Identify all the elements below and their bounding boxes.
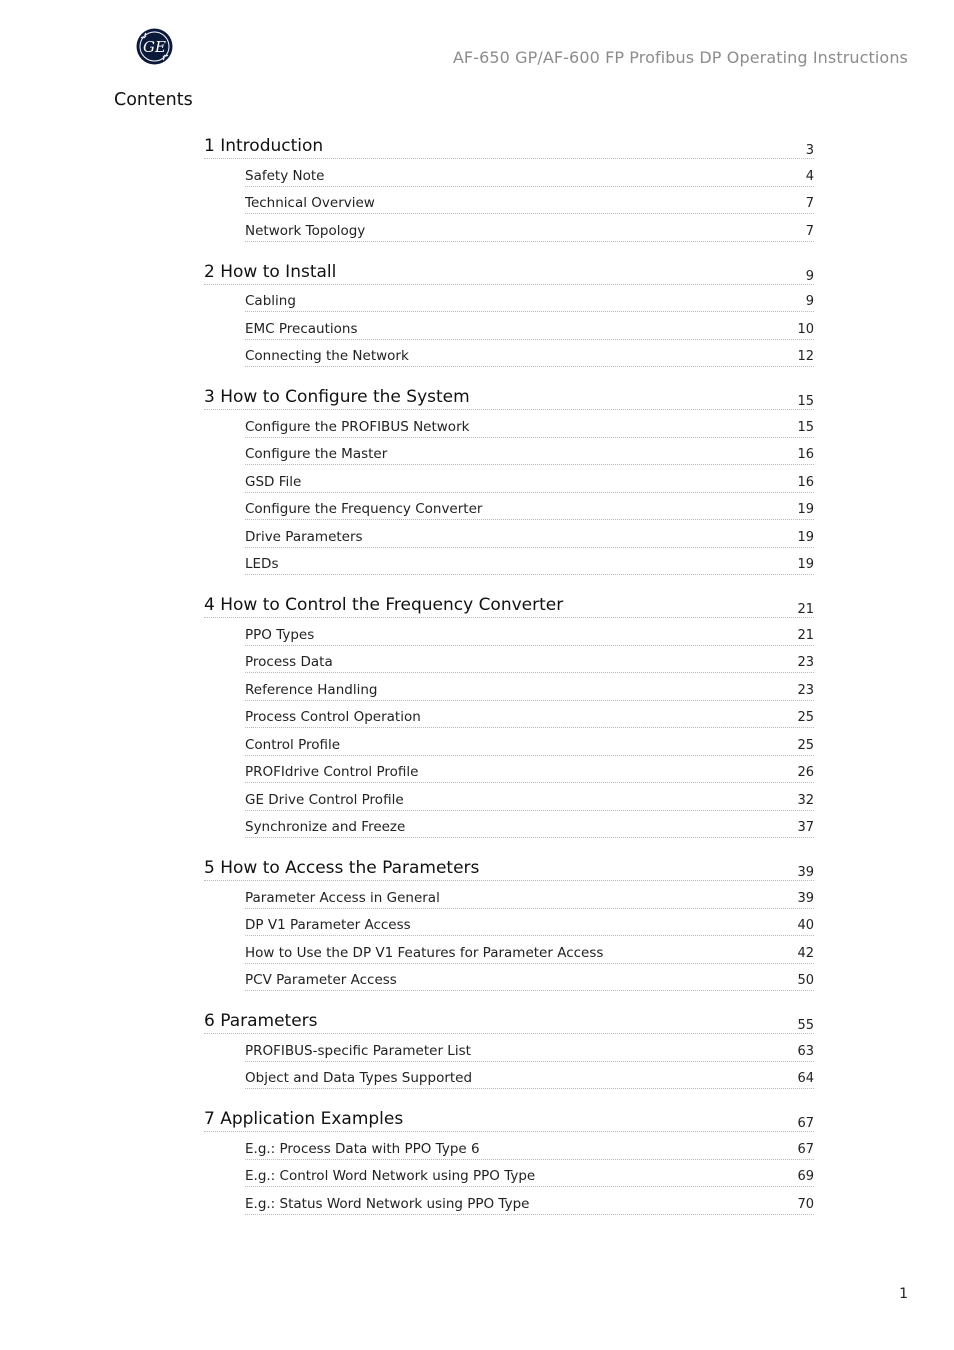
toc-entry-page: 32	[797, 792, 814, 808]
toc-chapter[interactable]	[204, 593, 814, 618]
toc-entry[interactable]	[245, 548, 814, 576]
toc-entry-page: 16	[797, 447, 814, 462]
toc-entry[interactable]	[245, 520, 814, 548]
toc-entry[interactable]	[245, 618, 814, 646]
contents-heading: Contents	[114, 90, 193, 110]
toc-entry-title: Connecting the Network	[245, 348, 409, 364]
toc-entry[interactable]	[245, 410, 814, 438]
toc-entry[interactable]	[245, 493, 814, 521]
toc-entry-title: PROFIdrive Control Profile	[245, 764, 419, 780]
toc-entry-page: 42	[797, 945, 814, 961]
toc-entry-title: Technical Overview	[245, 195, 375, 211]
toc-entry-title: Synchronize and Freeze	[245, 819, 406, 835]
toc-entry-page: 25	[797, 737, 814, 753]
toc-entry-title: Object and Data Types Supported	[245, 1070, 473, 1086]
toc-entry-page: 4	[805, 168, 814, 184]
toc-entry[interactable]	[245, 673, 814, 701]
toc-chapter[interactable]	[204, 856, 814, 881]
toc-entry[interactable]	[245, 1034, 814, 1062]
toc-entry-page: 15	[797, 419, 814, 435]
toc-chapter-page: 21	[797, 602, 814, 617]
toc-chapter[interactable]	[204, 385, 814, 410]
toc-entry[interactable]	[245, 936, 814, 964]
toc-chapter[interactable]	[204, 134, 814, 159]
toc-entry-page: 7	[805, 223, 814, 239]
toc-entry-title: LEDs	[245, 556, 279, 572]
toc-chapter-title: 6 Parameters	[204, 1011, 318, 1031]
toc-entry[interactable]	[245, 811, 814, 839]
dotted-leader	[245, 241, 814, 242]
toc-entry[interactable]	[245, 438, 814, 466]
dotted-leader	[245, 574, 814, 575]
toc-entry-title: How to Use the DP V1 Features for Parameter Access	[245, 944, 604, 961]
toc-entry-title: Control Profile	[245, 736, 341, 753]
toc-entry-title: Drive Parameters	[245, 528, 363, 545]
dotted-leader	[245, 1088, 814, 1089]
toc-entry-title: E.g.: Status Word Network using PPO Type	[245, 1195, 530, 1212]
toc-entry[interactable]	[245, 646, 814, 674]
toc-chapter-page: 15	[797, 394, 814, 409]
toc-entry-title: Configure the Frequency Converter	[245, 501, 483, 517]
toc-entry-page: 25	[797, 710, 814, 725]
toc-chapter-title: 5 How to Access the Parameters	[204, 858, 480, 878]
toc-entry-title: Parameter Access in General	[245, 889, 440, 906]
toc-entry[interactable]	[245, 285, 814, 313]
toc-chapter-title: 2 How to Install	[204, 261, 337, 282]
toc-entry-title: Cabling	[245, 293, 296, 309]
ge-logo	[136, 28, 173, 65]
toc-entry-page: 21	[797, 627, 814, 643]
toc-entry-title: GE Drive Control Profile	[245, 791, 404, 808]
toc-entry-page: 39	[797, 890, 814, 906]
toc-chapter-title: 3 How to Configure the System	[204, 387, 470, 407]
toc-entry-page: 64	[797, 1071, 814, 1086]
toc-entry-title: Process Data	[245, 654, 333, 670]
toc-entry[interactable]	[245, 1062, 814, 1090]
toc-chapter-page: 55	[797, 1018, 814, 1033]
toc-entry[interactable]	[245, 881, 814, 909]
toc-entry[interactable]	[245, 964, 814, 992]
toc-chapter-page: 3	[805, 143, 814, 158]
toc-entry[interactable]	[245, 465, 814, 493]
toc-entry-title: GSD File	[245, 473, 302, 490]
toc-entry-page: 50	[797, 973, 814, 988]
toc-entry[interactable]	[245, 728, 814, 756]
toc-entry-page: 19	[797, 529, 814, 545]
toc-entry[interactable]	[245, 187, 814, 215]
toc-entry-page: 63	[797, 1043, 814, 1059]
dotted-leader	[245, 990, 814, 991]
toc-chapter-page: 9	[805, 268, 814, 284]
dotted-leader	[245, 366, 814, 367]
toc-entry-title: Configure the PROFIBUS Network	[245, 418, 470, 435]
toc-entry[interactable]	[245, 340, 814, 368]
toc-entry-page: 23	[797, 655, 814, 670]
toc-entry-title: PCV Parameter Access	[245, 972, 397, 988]
toc-entry-title: Process Control Operation	[245, 709, 421, 725]
toc-entry-page: 23	[797, 682, 814, 698]
toc-entry-title: E.g.: Process Data with PPO Type 6	[245, 1140, 480, 1157]
page-number: 1	[899, 1286, 908, 1302]
toc-entry-title: DP V1 Parameter Access	[245, 917, 411, 933]
toc-entry-page: 26	[797, 765, 814, 780]
toc-entry-page: 37	[797, 820, 814, 835]
toc-entry[interactable]	[245, 1160, 814, 1188]
toc-entry[interactable]	[245, 1187, 814, 1215]
toc-entry-page: 12	[797, 349, 814, 364]
toc-entry-title: Safety Note	[245, 167, 325, 184]
toc-entry-page: 67	[797, 1141, 814, 1157]
toc-chapter[interactable]	[204, 1009, 814, 1034]
toc-entry-page: 9	[805, 294, 814, 309]
toc-entry-page: 70	[797, 1196, 814, 1212]
toc-entry[interactable]	[245, 159, 814, 187]
toc-entry[interactable]	[245, 1132, 814, 1160]
toc-entry-title: Reference Handling	[245, 681, 378, 698]
toc-entry-page: 19	[797, 502, 814, 517]
toc-chapter-page: 67	[797, 1116, 814, 1131]
toc-entry-page: 19	[797, 557, 814, 572]
toc-entry-title: Configure the Master	[245, 446, 388, 462]
toc-entry-page: 10	[797, 321, 814, 337]
dotted-leader	[245, 1214, 814, 1215]
toc-entry-title: EMC Precautions	[245, 320, 358, 337]
toc-entry-title: PROFIBUS-specific Parameter List	[245, 1042, 471, 1059]
toc-chapter-title: 4 How to Control the Frequency Converter	[204, 595, 564, 615]
toc-chapter[interactable]	[204, 1107, 814, 1132]
table-of-contents	[204, 134, 814, 1215]
toc-entry[interactable]	[245, 783, 814, 811]
toc-entry-page: 16	[797, 474, 814, 490]
toc-entry[interactable]	[245, 909, 814, 937]
toc-entry-page: 7	[805, 196, 814, 211]
toc-entry[interactable]	[245, 701, 814, 729]
toc-chapter[interactable]	[204, 260, 814, 285]
toc-entry-title: PPO Types	[245, 626, 315, 643]
toc-entry[interactable]	[245, 312, 814, 340]
toc-entry-title: E.g.: Control Word Network using PPO Type	[245, 1168, 536, 1184]
toc-entry[interactable]	[245, 756, 814, 784]
dotted-leader	[245, 837, 814, 838]
ge-logo-text: GE	[143, 38, 166, 56]
toc-entry[interactable]	[245, 214, 814, 242]
toc-entry-page: 69	[797, 1169, 814, 1184]
toc-chapter-title: 7 Application Examples	[204, 1109, 404, 1129]
toc-entry-title: Network Topology	[245, 222, 366, 239]
toc-chapter-page: 39	[797, 865, 814, 880]
toc-chapter-title: 1 Introduction	[204, 136, 324, 156]
toc-entry-page: 40	[797, 918, 814, 933]
document-title: AF-650 GP/AF-600 FP Profibus DP Operating Instructions	[452, 48, 908, 67]
